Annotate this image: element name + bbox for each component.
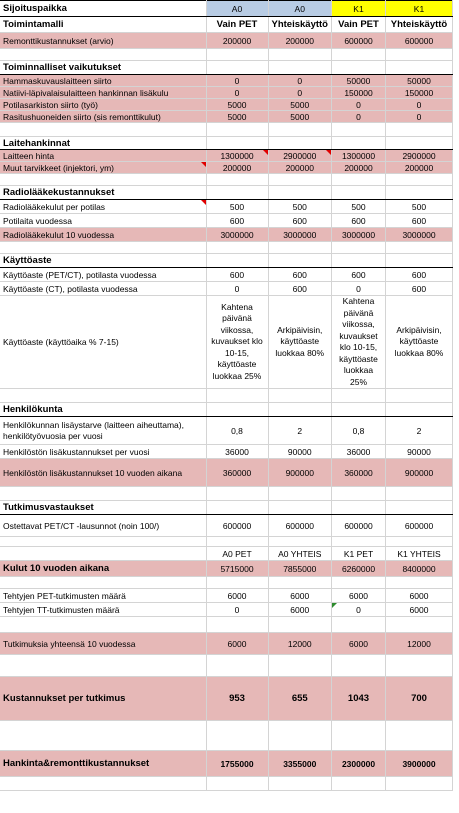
empty-cell[interactable] xyxy=(332,49,386,61)
empty-cell[interactable] xyxy=(386,617,453,633)
value-cell[interactable]: 90000 xyxy=(386,445,453,459)
usage-row xyxy=(0,268,453,282)
empty-cell[interactable] xyxy=(268,777,332,791)
scenario-name-cell[interactable]: K1 YHTEIS xyxy=(386,547,453,561)
row-label-cell[interactable]: Käyttöaste (käyttöaika % 7-15) xyxy=(0,296,206,389)
value-cell[interactable]: Arkipäivisin, käyttöaste luokkaa 80% xyxy=(268,296,332,389)
empty-cell[interactable] xyxy=(268,721,332,751)
empty-cell[interactable] xyxy=(206,389,268,403)
empty-cell[interactable] xyxy=(206,721,268,751)
value-cell[interactable]: 0 xyxy=(206,603,268,617)
value-cell[interactable]: 6260000 xyxy=(332,561,386,577)
scenario-name-cell[interactable]: A0 YHTEIS xyxy=(268,547,332,561)
empty-cell[interactable] xyxy=(332,242,386,254)
value-cell[interactable]: 0 xyxy=(332,111,386,123)
empty-cell[interactable] xyxy=(0,655,206,677)
row-label-cell[interactable]: Potilaita vuodessa xyxy=(0,214,206,228)
value-cell[interactable]: 0,8 xyxy=(206,417,268,445)
empty-cell[interactable] xyxy=(206,403,268,417)
row-label-cell[interactable]: Tehtyjen PET-tutkimusten määrä xyxy=(0,589,206,603)
section-header-row xyxy=(0,254,453,268)
empty-cell[interactable] xyxy=(206,537,268,547)
empty-cell[interactable] xyxy=(268,487,332,501)
value-cell[interactable]: 600 xyxy=(206,214,268,228)
value-cell[interactable]: 600 xyxy=(268,282,332,296)
empty-cell[interactable] xyxy=(386,655,453,677)
empty-row xyxy=(0,721,453,751)
value-cell[interactable]: 8400000 xyxy=(386,561,453,577)
value-cell[interactable]: 600 xyxy=(386,268,453,282)
empty-cell[interactable] xyxy=(268,537,332,547)
empty-cell[interactable] xyxy=(206,487,268,501)
empty-cell[interactable] xyxy=(206,137,268,150)
value-cell[interactable]: 1755000 xyxy=(206,751,268,777)
value-cell[interactable]: 2 xyxy=(268,417,332,445)
empty-cell[interactable] xyxy=(332,577,386,589)
staff-cost-row xyxy=(0,445,453,459)
empty-cell[interactable] xyxy=(386,186,453,200)
operational-row xyxy=(0,99,453,111)
row-label-cell[interactable]: Kustannukset per tutkimus xyxy=(0,677,206,721)
value-cell[interactable]: 600000 xyxy=(206,515,268,537)
usage-row xyxy=(0,282,453,296)
row-label-cell[interactable]: Ostettavat PET/CT -lausunnot (noin 100/) xyxy=(0,515,206,537)
value-cell[interactable]: Kahtena päivänä viikossa, kuvaukset klo 10-15, käyttöaste luokkaa 25% xyxy=(332,296,386,389)
value-cell[interactable]: 0,8 xyxy=(332,417,386,445)
value-cell[interactable]: 600000 xyxy=(386,515,453,537)
model-cell[interactable]: Vain PET xyxy=(332,17,386,33)
scenario-name-cell[interactable]: K1 PET xyxy=(332,547,386,561)
empty-cell[interactable] xyxy=(268,577,332,589)
empty-cell[interactable] xyxy=(206,655,268,677)
location-cell[interactable]: K1 xyxy=(332,1,386,17)
empty-cell[interactable] xyxy=(206,777,268,791)
value-cell[interactable]: 6000 xyxy=(386,589,453,603)
empty-cell[interactable] xyxy=(386,777,453,791)
value-cell[interactable]: 500 xyxy=(332,200,386,214)
empty-cell[interactable] xyxy=(268,49,332,61)
value-cell[interactable]: 900000 xyxy=(268,459,332,487)
value-cell[interactable]: 5000 xyxy=(268,99,332,111)
value-cell[interactable]: 0 xyxy=(332,282,386,296)
empty-cell[interactable] xyxy=(268,242,332,254)
row-label-cell[interactable]: Natiivi-läpivalaisulaitteen hankinnan lisäkulu xyxy=(0,87,206,99)
value-cell[interactable]: Kahtena päivänä viikossa, kuvaukset klo 10-15, käyttöaste luokkaa 25% xyxy=(206,296,268,389)
empty-cell[interactable] xyxy=(386,123,453,137)
empty-cell[interactable] xyxy=(0,777,206,791)
empty-cell[interactable] xyxy=(386,577,453,589)
value-cell[interactable]: 1300000 xyxy=(332,150,386,162)
device-row xyxy=(0,150,453,162)
empty-cell[interactable] xyxy=(206,123,268,137)
value-cell[interactable]: 360000 xyxy=(332,459,386,487)
costs10-row xyxy=(0,561,453,577)
empty-cell[interactable] xyxy=(0,174,206,186)
empty-cell[interactable] xyxy=(386,501,453,515)
value-cell[interactable]: 2900000 xyxy=(386,150,453,162)
value-cell[interactable]: 0 xyxy=(386,111,453,123)
row-label-cell[interactable] xyxy=(0,162,206,174)
empty-cell[interactable] xyxy=(332,254,386,268)
empty-cell[interactable] xyxy=(386,389,453,403)
section-title-staff[interactable]: Henkilökunta xyxy=(0,403,206,417)
section-header-row xyxy=(0,61,453,75)
empty-cell[interactable] xyxy=(332,61,386,75)
empty-cell[interactable] xyxy=(268,655,332,677)
staff-total-row xyxy=(0,459,453,487)
row-label-text: Muut tarvikkeet (injektori, ym) xyxy=(3,162,114,173)
value-cell[interactable]: 6000 xyxy=(268,603,332,617)
value-cell[interactable]: 600000 xyxy=(332,515,386,537)
empty-cell[interactable] xyxy=(386,49,453,61)
value-cell[interactable]: 200000 xyxy=(268,162,332,174)
section-header-row xyxy=(0,403,453,417)
value-cell[interactable]: 200000 xyxy=(332,162,386,174)
empty-cell[interactable] xyxy=(332,389,386,403)
row-label-cell[interactable]: Laitteen hinta xyxy=(0,150,206,162)
empty-cell[interactable] xyxy=(0,617,206,633)
studies-pet-row xyxy=(0,589,453,603)
empty-cell[interactable] xyxy=(268,501,332,515)
value-cell[interactable]: 0 xyxy=(206,87,268,99)
empty-row xyxy=(0,174,453,186)
value-cell[interactable]: 90000 xyxy=(268,445,332,459)
value-cell[interactable]: 3000000 xyxy=(332,228,386,242)
empty-row xyxy=(0,617,453,633)
value-cell[interactable]: 1043 xyxy=(332,677,386,721)
value-cell[interactable]: 600 xyxy=(332,214,386,228)
value-cell[interactable]: 200000 xyxy=(206,33,268,49)
value-cell[interactable]: 6000 xyxy=(268,589,332,603)
value-cell[interactable]: 700 xyxy=(386,677,453,721)
value-cell[interactable]: 655 xyxy=(268,677,332,721)
value-cell[interactable]: 600 xyxy=(268,268,332,282)
model-cell[interactable]: Yhteiskäyttö xyxy=(268,17,332,33)
section-header-row xyxy=(0,137,453,150)
empty-cell[interactable] xyxy=(268,61,332,75)
value-cell[interactable]: 5715000 xyxy=(206,561,268,577)
value-cell[interactable]: 5000 xyxy=(206,99,268,111)
row-label-cell[interactable]: Hankinta&remonttikustannukset xyxy=(0,751,206,777)
empty-cell[interactable] xyxy=(206,186,268,200)
row-label-cell[interactable]: Rasitushuoneiden siirto (sis remonttikulut) xyxy=(0,111,206,123)
model-cell[interactable]: Vain PET xyxy=(206,17,268,33)
comment-indicator-icon[interactable] xyxy=(201,162,206,167)
empty-cell[interactable] xyxy=(206,49,268,61)
location-cell[interactable]: K1 xyxy=(386,1,453,17)
value-cell[interactable]: 0 xyxy=(206,75,268,87)
empty-row xyxy=(0,389,453,403)
empty-cell[interactable] xyxy=(386,242,453,254)
value-cell[interactable]: 6000 xyxy=(332,589,386,603)
section-title-usage[interactable]: Käyttöaste xyxy=(0,254,206,268)
empty-cell[interactable] xyxy=(386,487,453,501)
empty-cell[interactable] xyxy=(0,49,206,61)
empty-cell[interactable] xyxy=(206,174,268,186)
value-cell[interactable]: 200000 xyxy=(386,162,453,174)
empty-cell[interactable] xyxy=(386,174,453,186)
row-label-cell[interactable]: Henkilöstön lisäkustannukset per vuosi xyxy=(0,445,206,459)
value-cell[interactable]: 500 xyxy=(386,200,453,214)
row-label-cell[interactable]: Tutkimuksia yhteensä 10 vuodessa xyxy=(0,633,206,655)
value-cell[interactable]: 600 xyxy=(268,214,332,228)
value-cell[interactable]: 3900000 xyxy=(386,751,453,777)
operational-row xyxy=(0,87,453,99)
acquisition-row xyxy=(0,751,453,777)
location-label-cell[interactable]: Sijoituspaikka xyxy=(0,1,206,17)
value-text: 2900000 xyxy=(283,150,317,161)
operational-row xyxy=(0,75,453,87)
device-row xyxy=(0,162,453,174)
empty-cell[interactable] xyxy=(268,389,332,403)
value-text: 0 xyxy=(356,604,361,615)
row-label-cell[interactable]: Henkilöstön lisäkustannukset 10 vuoden aikana xyxy=(0,459,206,487)
empty-cell[interactable] xyxy=(0,721,206,751)
value-cell[interactable]: 36000 xyxy=(206,445,268,459)
value-cell[interactable]: 150000 xyxy=(332,87,386,99)
empty-cell[interactable] xyxy=(0,547,206,561)
value-cell[interactable]: 6000 xyxy=(332,633,386,655)
usage-percent-row xyxy=(0,296,453,389)
value-cell[interactable]: 2300000 xyxy=(332,751,386,777)
empty-cell[interactable] xyxy=(386,61,453,75)
empty-row xyxy=(0,537,453,547)
value-cell[interactable]: 360000 xyxy=(206,459,268,487)
value-cell[interactable] xyxy=(332,603,386,617)
empty-cell[interactable] xyxy=(386,137,453,150)
row-label-cell[interactable]: Käyttöaste (PET/CT), potilasta vuodessa xyxy=(0,268,206,282)
value-cell[interactable]: 600 xyxy=(206,268,268,282)
empty-cell[interactable] xyxy=(332,655,386,677)
empty-row xyxy=(0,49,453,61)
value-cell[interactable]: 6000 xyxy=(386,603,453,617)
comment-indicator-icon[interactable] xyxy=(263,150,268,155)
value-cell[interactable]: 200000 xyxy=(268,33,332,49)
empty-cell[interactable] xyxy=(332,186,386,200)
empty-cell[interactable] xyxy=(268,137,332,150)
empty-cell[interactable] xyxy=(268,617,332,633)
empty-cell[interactable] xyxy=(268,254,332,268)
section-header-row xyxy=(0,501,453,515)
value-cell[interactable]: 50000 xyxy=(332,75,386,87)
research-ordered-row xyxy=(0,515,453,537)
empty-cell[interactable] xyxy=(268,186,332,200)
section-title-research[interactable]: Tutkimusvastaukset xyxy=(0,501,206,515)
empty-cell[interactable] xyxy=(0,537,206,547)
studies-tt-row xyxy=(0,603,453,617)
empty-cell[interactable] xyxy=(332,777,386,791)
value-cell[interactable]: 600 xyxy=(386,214,453,228)
value-cell[interactable]: 0 xyxy=(268,75,332,87)
model-row xyxy=(0,17,453,33)
empty-cell[interactable] xyxy=(332,174,386,186)
radio-row xyxy=(0,228,453,242)
value-cell[interactable]: 50000 xyxy=(386,75,453,87)
value-cell[interactable]: 3000000 xyxy=(268,228,332,242)
value-cell[interactable]: 6000 xyxy=(206,633,268,655)
value-cell[interactable]: 3000000 xyxy=(206,228,268,242)
empty-cell[interactable] xyxy=(332,403,386,417)
value-cell[interactable]: 0 xyxy=(268,87,332,99)
value-text: 1300000 xyxy=(220,150,254,161)
empty-cell[interactable] xyxy=(386,721,453,751)
value-cell[interactable]: 953 xyxy=(206,677,268,721)
value-cell[interactable]: 500 xyxy=(206,200,268,214)
operational-row xyxy=(0,111,453,123)
renovation-label-cell[interactable]: Remonttikustannukset (arvio) xyxy=(0,33,206,49)
empty-row xyxy=(0,777,453,791)
value-cell[interactable]: 2 xyxy=(386,417,453,445)
model-label-cell[interactable]: Toimintamalli xyxy=(0,17,206,33)
comment-indicator-icon[interactable] xyxy=(332,603,337,608)
value-cell[interactable]: 150000 xyxy=(386,87,453,99)
empty-cell[interactable] xyxy=(0,577,206,589)
empty-cell[interactable] xyxy=(206,254,268,268)
location-cell[interactable]: A0 xyxy=(206,1,268,17)
empty-cell[interactable] xyxy=(332,537,386,547)
value-cell[interactable] xyxy=(206,150,268,162)
staff-need-row xyxy=(0,417,453,445)
row-label-cell[interactable]: Henkilökunnan lisäystarve (laitteen aiheuttama), henkilötyövuosia per vuosi xyxy=(0,417,206,445)
value-cell[interactable]: 900000 xyxy=(386,459,453,487)
location-cell[interactable]: A0 xyxy=(268,1,332,17)
empty-row xyxy=(0,655,453,677)
value-cell[interactable] xyxy=(268,150,332,162)
value-cell[interactable]: 600 xyxy=(332,268,386,282)
empty-cell[interactable] xyxy=(206,242,268,254)
empty-cell[interactable] xyxy=(206,501,268,515)
section-title-device[interactable]: Laitehankinnat xyxy=(0,137,206,150)
value-cell[interactable]: 200000 xyxy=(206,162,268,174)
radio-row xyxy=(0,214,453,228)
empty-cell[interactable] xyxy=(332,137,386,150)
value-cell[interactable]: 3355000 xyxy=(268,751,332,777)
section-header-row xyxy=(0,186,453,200)
row-label-cell[interactable]: Hammaskuvauslaitteen siirto xyxy=(0,75,206,87)
empty-row xyxy=(0,242,453,254)
empty-cell[interactable] xyxy=(206,617,268,633)
comment-indicator-icon[interactable] xyxy=(201,200,206,205)
renovation-row xyxy=(0,33,453,49)
studies-total-row xyxy=(0,633,453,655)
comment-indicator-icon[interactable] xyxy=(326,150,331,155)
value-cell[interactable]: 5000 xyxy=(206,111,268,123)
empty-cell[interactable] xyxy=(332,721,386,751)
empty-cell[interactable] xyxy=(386,254,453,268)
row-label-cell[interactable]: Potilasarkiston siirto (työ) xyxy=(0,99,206,111)
empty-cell[interactable] xyxy=(206,61,268,75)
value-cell[interactable]: 0 xyxy=(206,282,268,296)
model-cell[interactable]: Yhteiskäyttö xyxy=(386,17,453,33)
value-cell[interactable]: 0 xyxy=(386,99,453,111)
value-cell[interactable]: 36000 xyxy=(332,445,386,459)
per-study-row xyxy=(0,677,453,721)
empty-row xyxy=(0,487,453,501)
empty-cell[interactable] xyxy=(206,577,268,589)
value-cell[interactable]: 3000000 xyxy=(386,228,453,242)
value-cell[interactable]: 600000 xyxy=(386,33,453,49)
value-cell[interactable]: 500 xyxy=(268,200,332,214)
row-label-cell[interactable]: Kulut 10 vuoden aikana xyxy=(0,561,206,577)
value-cell[interactable]: 6000 xyxy=(206,589,268,603)
empty-cell[interactable] xyxy=(332,123,386,137)
empty-cell[interactable] xyxy=(332,501,386,515)
empty-cell[interactable] xyxy=(268,174,332,186)
row-label-cell[interactable]: Radiolääkekulut 10 vuodessa xyxy=(0,228,206,242)
section-title-radio[interactable]: Radiolääkekustannukset xyxy=(0,186,206,200)
location-row xyxy=(0,1,453,17)
row-label-cell[interactable] xyxy=(0,200,206,214)
scenario-names-row xyxy=(0,547,453,561)
radio-row xyxy=(0,200,453,214)
value-cell[interactable]: 600000 xyxy=(268,515,332,537)
empty-cell[interactable] xyxy=(332,487,386,501)
value-cell[interactable]: 600 xyxy=(386,282,453,296)
value-cell[interactable]: 7855000 xyxy=(268,561,332,577)
section-title-operational[interactable]: Toiminnalliset vaikutukset xyxy=(0,61,206,75)
empty-cell[interactable] xyxy=(268,403,332,417)
empty-cell[interactable] xyxy=(0,242,206,254)
empty-cell[interactable] xyxy=(0,389,206,403)
value-cell[interactable]: 12000 xyxy=(268,633,332,655)
empty-cell[interactable] xyxy=(0,487,206,501)
empty-cell[interactable] xyxy=(268,123,332,137)
value-cell[interactable]: 0 xyxy=(332,99,386,111)
value-cell[interactable]: 600000 xyxy=(332,33,386,49)
empty-cell[interactable] xyxy=(332,617,386,633)
row-label-text: Radiolääkekulut per potilas xyxy=(3,201,106,212)
empty-cell[interactable] xyxy=(386,537,453,547)
empty-row xyxy=(0,577,453,589)
row-label-cell[interactable]: Käyttöaste (CT), potilasta vuodessa xyxy=(0,282,206,296)
empty-cell[interactable] xyxy=(0,123,206,137)
row-label-cell[interactable]: Tehtyjen TT-tutkimusten määrä xyxy=(0,603,206,617)
empty-cell[interactable] xyxy=(386,403,453,417)
empty-row xyxy=(0,123,453,137)
scenario-name-cell[interactable]: A0 PET xyxy=(206,547,268,561)
value-cell[interactable]: 5000 xyxy=(268,111,332,123)
value-cell[interactable]: Arkipäivisin, käyttöaste luokkaa 80% xyxy=(386,296,453,389)
value-cell[interactable]: 12000 xyxy=(386,633,453,655)
